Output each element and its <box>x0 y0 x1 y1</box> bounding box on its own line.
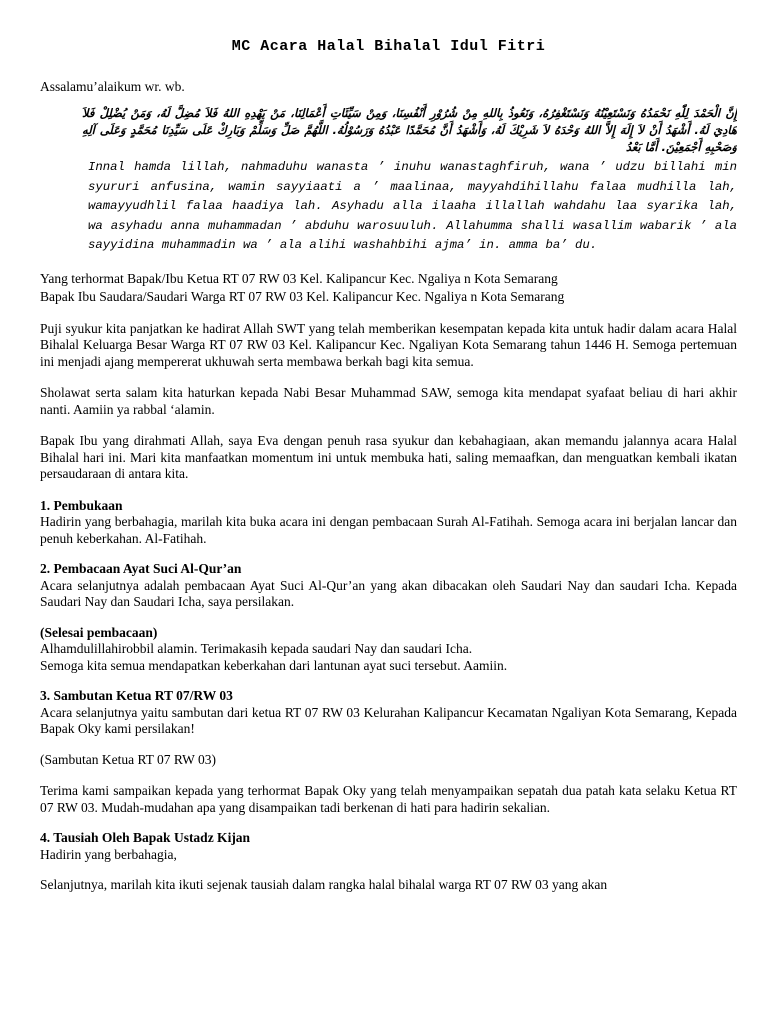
section-line: Semoga kita semua mendapatkan keberkahan dari lantunan ayat suci tersebut. Aamiin. <box>40 657 508 673</box>
section-heading: 3. Sambutan Ketua RT 07/RW 03 <box>40 688 233 703</box>
intro-paragraph: Bapak Ibu yang dirahmati Allah, saya Eva dengan penuh rasa syukur dan kebahagiaan, akan memandu jalannya acara Halal Bihalal hari ini. Mari kita manfaatkan momentum ini untuk membuka hati, saling memaafkan, dan menguatkan kembali ikatan persaudaraan di antara kita. <box>40 433 737 481</box>
section-body: Selanjutnya, marilah kita ikuti sejenak tausiah dalam rangka halal bihalal warga RT 07 RW 03 yang akan <box>40 877 608 892</box>
section-body: Acara selanjutnya yaitu sambutan dari ketua RT 07 RW 03 Kelurahan Kalipancur Kecamatan Ngaliyan Kota Semarang, Kepada Bapak Oky kami persilakan! <box>40 704 737 736</box>
respected-line: Yang terhormat Bapak/Ibu Ketua RT 07 RW 03 Kel. Kalipancur Kec. Ngaliya n Kota Semarang <box>40 270 558 286</box>
respected-line: Bapak Ibu Saudara/Saudari Warga RT 07 RW 03 Kel. Kalipancur Kec. Ngaliya n Kota Semarang <box>40 289 565 304</box>
section-heading: 1. Pembukaan <box>40 497 123 513</box>
intro-paragraph: Sholawat serta salam kita haturkan kepada Nabi Besar Muhammad SAW, semoga kita mendapat syafaat beliau di hari akhir nanti. Aamiin ya rabbal ‘alamin. <box>40 385 737 417</box>
section-sambutan <box>40 688 737 816</box>
section-tausiah <box>40 830 737 894</box>
latin-transliteration: Innal hamda lillah, nahmaduhu wanasta ’ inuhu wanastaghfiruh, wana ’ udzu billahi min syururi anfusina, wamin sayyiaati a ’ maalinaa, mayyahdihillahu falaa mudhilla lah, wamayyudhlil falaa haadiya lah. Asyhadu alla ilaaha illallah wahdahu laa syarika lah, wa asyhadu anna muhammadan ’ abduhu warosuuluh. Allahumma shalli wasallim wabarik ’ ala sayyidina muhammadin wa ’ ala alihi washahbihi ajma’ in. amma ba’ du. <box>88 160 737 252</box>
sub-heading: (Selesai pembacaan) <box>40 624 158 640</box>
intro-paragraph: Puji syukur kita panjatkan ke hadirat Allah SWT yang telah memberikan kesempatan kepada kita untuk hadir dalam acara Halal Bihalal Keluarga Besar Warga RT 07 RW 03 Kel. Kalipancur Kec. Ngaliyan Kota Semarang tahun 1446 H. Semoga pertemuan ini menjadi ajang mempererat ukhuwah serta membawa berkah bagi kita semua. <box>40 320 737 369</box>
section-note: (Sambutan Ketua RT 07 RW 03) <box>40 751 217 767</box>
section-pembukaan <box>40 498 737 548</box>
section-body: Hadirin yang berbahagia, marilah kita buka acara ini dengan pembacaan Surah Al-Fatihah. Semoga acara ini berjalan lancar dan penuh keberkahan. Al-Fatihah. <box>40 514 737 546</box>
section-pembacaan <box>40 561 737 674</box>
section-line: Hadirin yang berbahagia, <box>40 846 177 862</box>
section-closing: Terima kami sampaikan kepada yang terhormat Bapak Oky yang telah menyampaikan sepatah dua patah kata selaku Ketua RT 07 RW 03. Mudah-mudahan apa yang disampaikan tadi berkenan di hati para hadirin sekalian. <box>40 783 737 815</box>
section-heading: 2. Pembacaan Ayat Suci Al-Qur’an <box>40 561 242 576</box>
section-body: Acara selanjutnya adalah pembacaan Ayat Suci Al-Qur’an yang akan dibacakan oleh Saudari Nay dan saudari Icha. Kepada Saudari Nay dan Saudari Icha, saya persilakan. <box>40 577 737 609</box>
arabic-opening: إِنَّ الْحَمْدَ لِلّٰهِ نَحْمَدُهُ وَنَسْتَعِيْنُهُ وَنَسْتَغْفِرُهُ، وَنَعُوذُ بِاللهِ مِنْ شُرُوْرِ أَنْفُسِنَا، وَمِنْ سَيِّئَاتِ أَعْمَالِنَا، مَنْ يَهْدِهِ اللهُ فَلاَ مُضِلَّ لَهُ، وَمَنْ يُضْلِلْ فَلاَ هَادِيَ لَهُ. أَشْهَدُ أَنْ لاَ إِلَهَ إِلاَّ اللهُ وَحْدَهُ لاَ شَرِيْكَ لَهُ، وَأَشْهَدُ أَنَّ مُحَمَّدًا عَبْدُهُ وَرَسُوْلُهُ. اللَّهُمَّ صَلِّ وَسَلِّمْ وَبَارِكْ عَلَى سَيِّدِنَا مُحَمَّدٍ وَعَلَى آلِهِ وَصَحْبِهِ أَجْمَعِيْنَ. أَمَّا بَعْدُ <box>82 106 737 154</box>
document-title: MC Acara Halal Bihalal Idul Fitri <box>231 38 546 55</box>
section-heading: 4. Tausiah Oleh Bapak Ustadz Kijan <box>40 830 251 845</box>
document-page <box>40 38 737 1024</box>
greeting: Assalamu’alaikum wr. wb. <box>40 79 185 94</box>
section-line: Alhamdulillahirobbil alamin. Terimakasih kepada saudari Nay dan saudari Icha. <box>40 641 473 656</box>
respected-list <box>40 270 737 307</box>
